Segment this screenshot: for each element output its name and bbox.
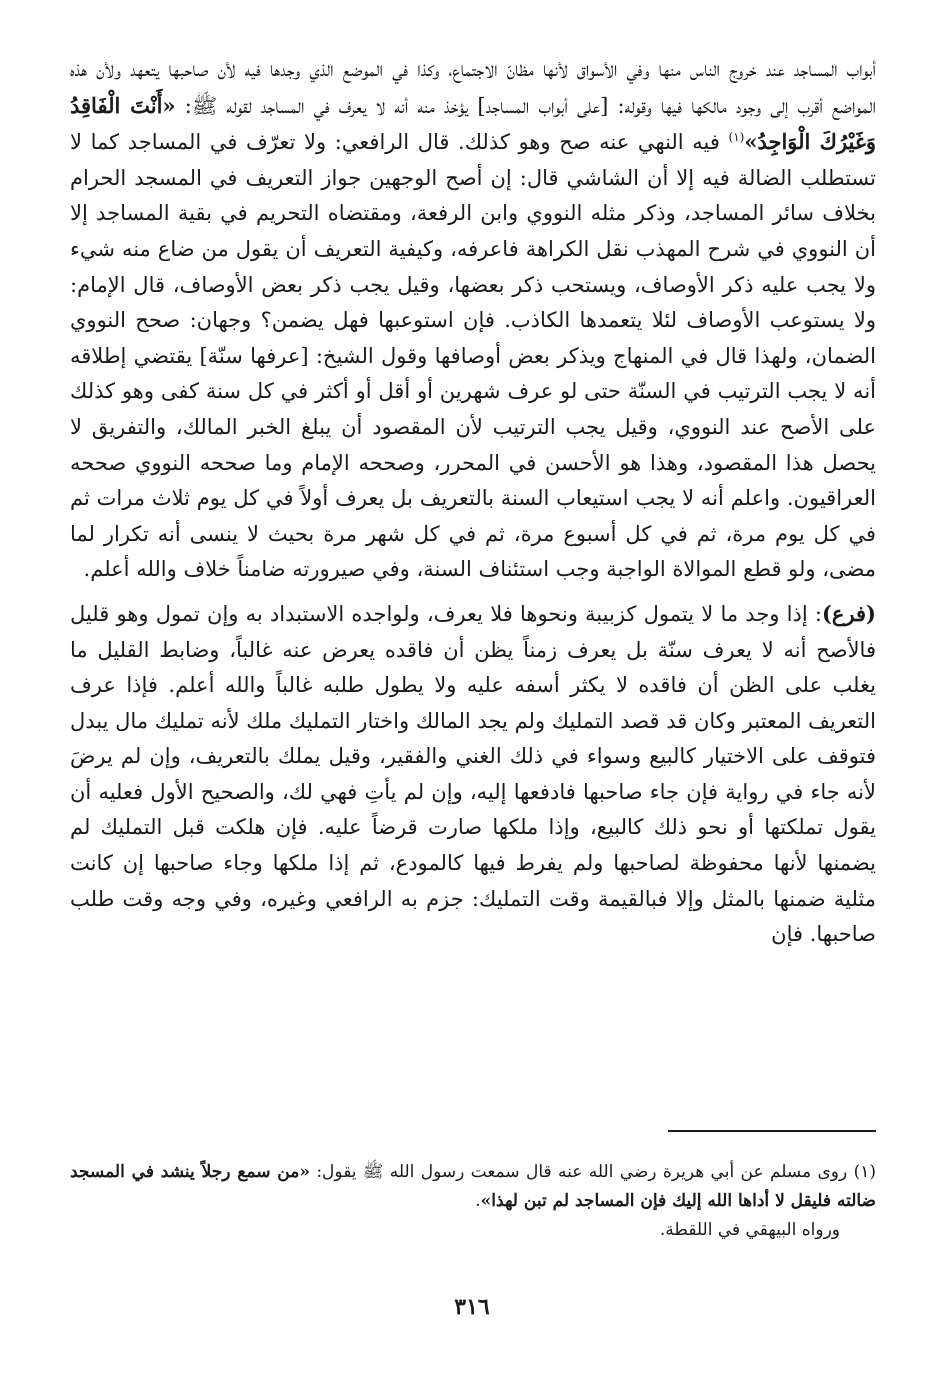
page-number: ٣١٦ xyxy=(454,1294,490,1320)
footnote-line-2: ورواه البيهقي في اللقطة. xyxy=(659,1220,840,1240)
footnote-suffix: . xyxy=(475,1191,481,1211)
footnote-prefix: (١) روى مسلم عن أبي هريرة رضي الله عنه قال سمعت رسول الله ﷺ يقول: xyxy=(309,1162,876,1182)
footnote-hadith-quote: «من سمع رجلاً ينشد في المسجد ضالته فليقل لا أداها الله إليك فإن المساجد لم تبن لهذا» xyxy=(70,1162,876,1211)
footnote xyxy=(70,1158,876,1245)
footnote-reference[interactable]: (١) xyxy=(728,130,745,145)
paragraph-1 xyxy=(70,52,876,588)
paragraph-2 xyxy=(70,596,876,953)
footnote-separator xyxy=(668,1130,876,1132)
paragraph-1-text-a: أبواب المساجد عند خروج الناس منها وفي الأسواق لأنها مظانّ الاجتماع، وكذا في الموضع الذي وجدها فيه لأن صاحبها يتعهد ولأن هذه المواضع أقرب إلى وجود مالكها فيها وقوله: [على أبواب المساجد] يؤخذ منه أنه لا يعرف في المساجد لقوله ﷺ: xyxy=(70,57,876,118)
paragraph-2-text: : إذا وجد ما لا يتمول كزبيبة ونحوها فلا يعرف، ولواجده الاستبداد به وإن تمول وهو قليل فالأصح أنه لا يعرف سنّة بل يعرف زمناً يظن أن فاقده يعرض عنه غالباً، وضابط القليل ما يغلب على الظن أن فاقده لا يكثر أسفه عليه ولا يطول طلبه غالباً والله أعلم. فإذا عرف التعريف المعتبر وكان قد قصد التمليك ولم يجد المالك واختار التمليك ملك لأنه تمليك مال يبدل فتوقف على الاختيار كالبيع وسواء في ذلك الغني والفقير، وقيل يملك بالتعريف، وإن لم يرضَ لأنه جاء في رواية فإن جاء صاحبها فادفعها إليه، وإن لم يأتِ فهي لك، والصحيح الأول فعليه أن يقول تملكتها أو نحو ذلك كالبيع، وإذا ملكها صارت قرضاً عليه. فإن هلكت قبل التمليك لم يضمنها لأنها محفوظة لصاحبها ولم يفرط فيها كالمودع، ثم إذا ملكها وجاء صاحبها إن كانت مثلية ضمنها بالمثل وإلا فبالقيمة وقت التمليك: جزم به الرافعي وغيره، وفي وجه وقت طلب صاحبها. فإن xyxy=(70,601,876,947)
page-body xyxy=(70,52,876,953)
footnote-line-1 xyxy=(70,1158,876,1216)
hadith-quote: «أَنْتَ الْفَاقِدُ وَغَيْرُكَ الْوَاجِدُ» xyxy=(70,92,876,155)
paragraph-1-text-b: فيه النهي عنه صح وهو كذلك. قال الرافعي: ولا تعرّف في المساجد كما لا تستطلب الضالة فيه إلا أن الشاشي قال: إن أصح الوجهين جواز التعريف في المسجد الحرام بخلاف سائر المساجد، وذكر مثله النووي وابن الرفعة، ومقتضاه التحريم في بقية المساجد إلا أن النووي في شرح المهذب نقل الكراهة فاعرفه، وكيفية التعريف أن يقول من ضاع منه شيء ولا يجب عليه ذكر الأوصاف، ويستحب ذكر بعضها، وقيل يجب ذكر بعض الأوصاف، قال الإمام: ولا يستوعب الأوصاف لئلا يتعمدها الكاذب. فإن استوعبها فهل يضمن؟ وجهان: صحح النووي الضمان، ولهذا قال في المنهاج ويذكر بعض أوصافها وقول الشيخ: [عرفها سنّة] يقتضي إطلاقه أنه لا يجب الترتيب في السنّة حتى لو عرف شهرين أو أقل أو أكثر في كل سنة كفى وهو كذلك على الأصح عند النووي، وقيل يجب الترتيب لأن المقصود أن يبلغ الخبر المالك، والتفريق لا يحصل هذا المقصود، وهذا هو الأحسن في المحرر، وصححه الإمام وما صححه النووي صححه العراقيون. واعلم أنه لا يجب استيعاب السنة بالتعريف بل يعرف أولاً في كل يوم ثلاث مرات ثم في كل يوم مرة، ثم في كل أسبوع مرة، ثم في كل شهر مرة بحيث لا ينسى أنه تكرار لما مضى، ولو قطع الموالاة الواجبة وجب استئناف السنة، وفي صيرورته ضامناً خلاف والله أعلم. xyxy=(70,130,876,582)
branch-label: (فرع) xyxy=(821,600,876,626)
